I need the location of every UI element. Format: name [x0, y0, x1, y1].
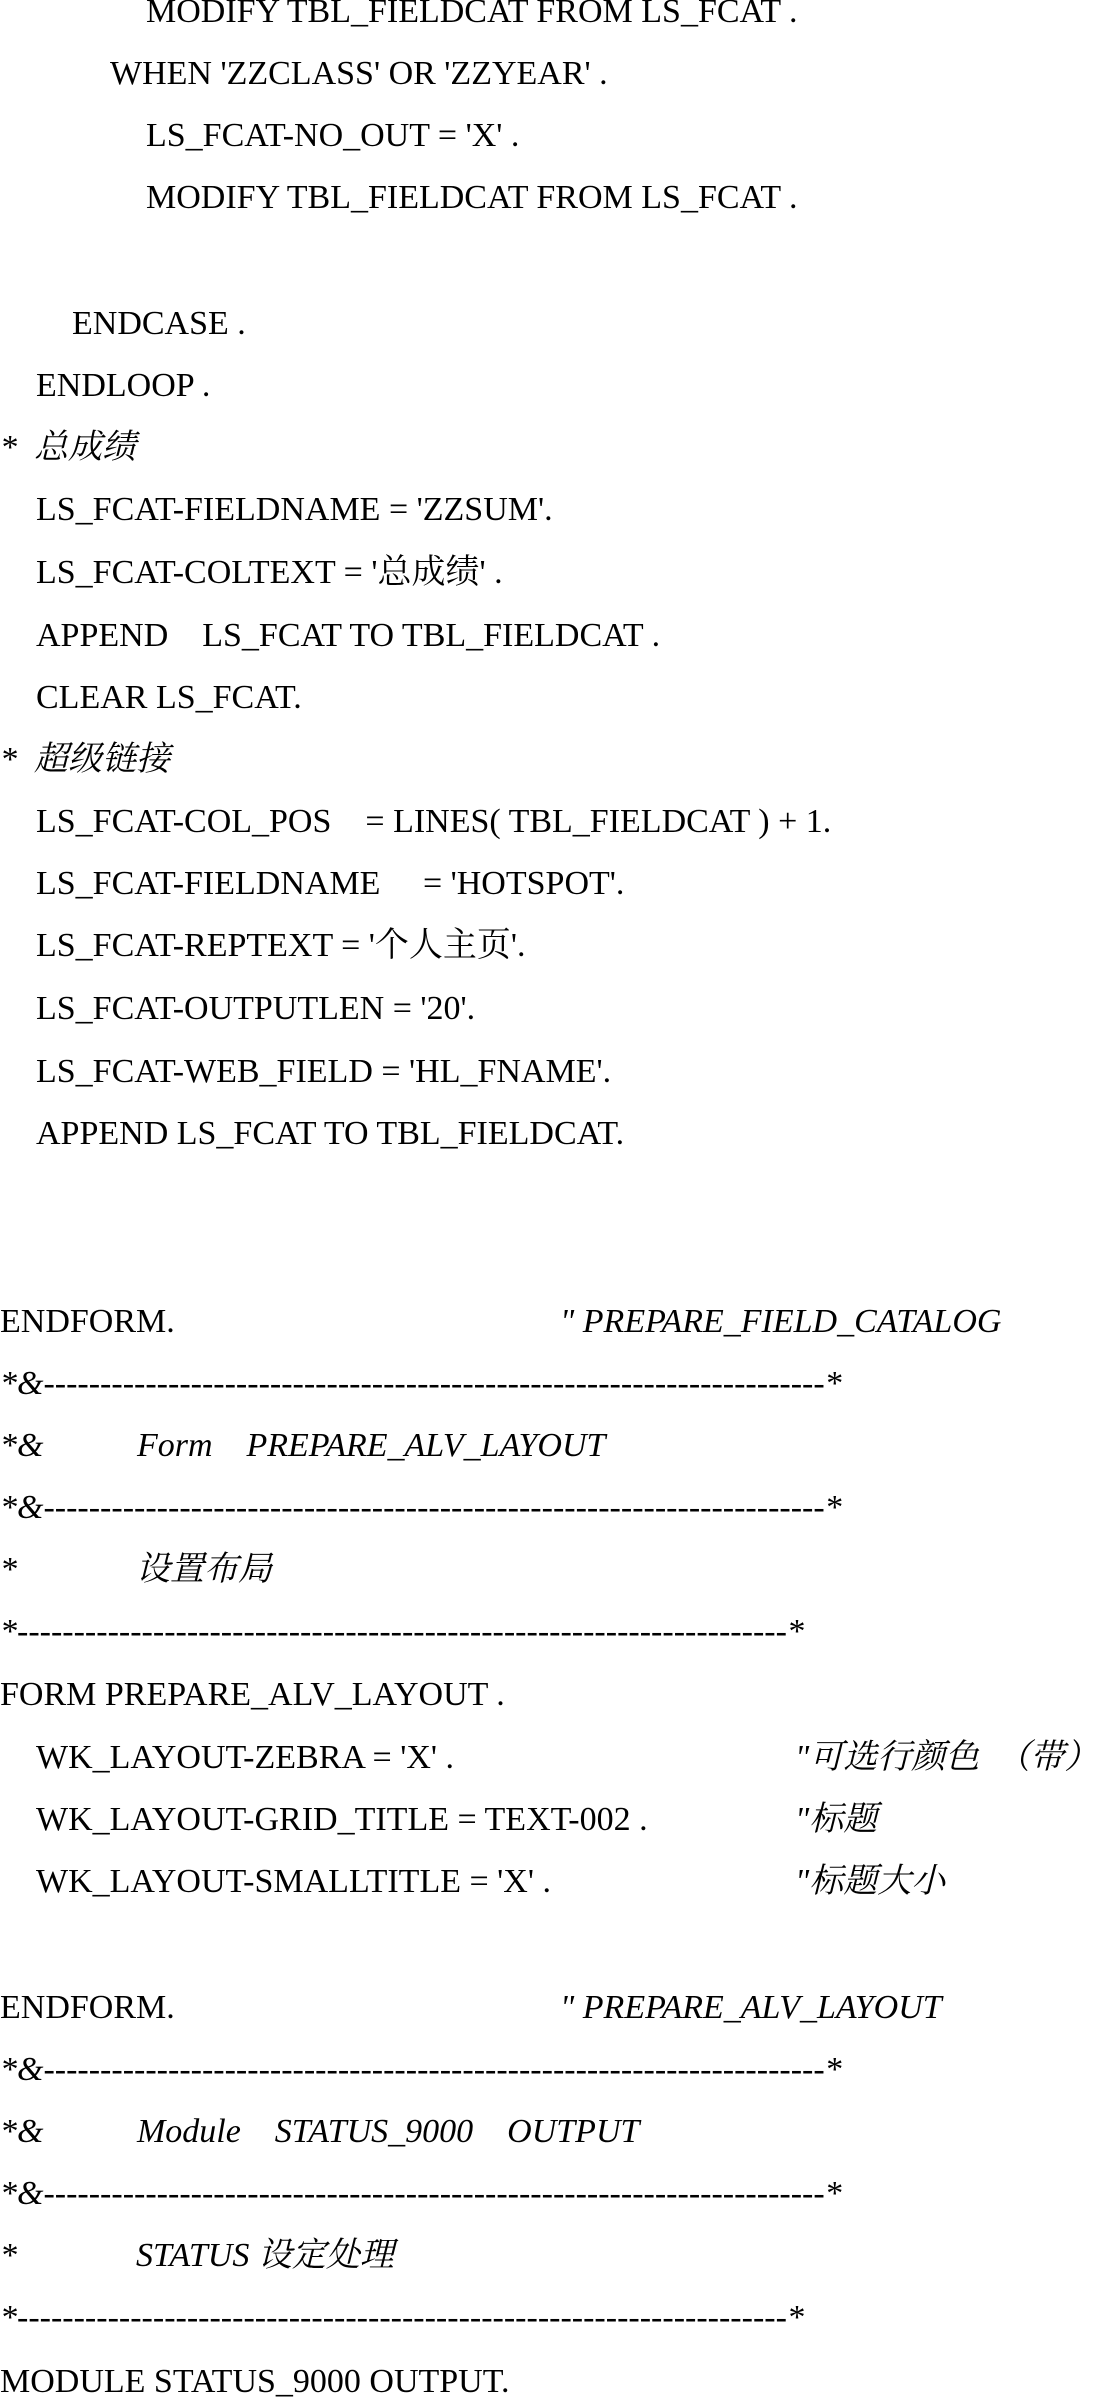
code-line: WK_LAYOUT-SMALLTITLE = 'X' . [36, 1863, 551, 1900]
code-line: ENDFORM. [0, 1303, 175, 1340]
inline-comment: "可选行颜色 （带） [795, 1739, 1099, 1776]
code-line: WK_LAYOUT-ZEBRA = 'X' . [36, 1739, 455, 1776]
code-line: LS_FCAT-NO_OUT = 'X' . [146, 117, 520, 154]
code-line: FORM PREPARE_ALV_LAYOUT . [0, 1676, 505, 1713]
code-line: APPEND LS_FCAT TO TBL_FIELDCAT. [36, 1115, 625, 1152]
inline-comment: " PREPARE_ALV_LAYOUT [560, 1989, 942, 2026]
comment-line: * STATUS 设定处理 [0, 2237, 394, 2274]
code-line: ENDLOOP . [36, 367, 211, 404]
comment-line: *&---------------------------------------------------------------------* [0, 2175, 842, 2212]
comment-line: * 总成绩 [0, 429, 136, 466]
code-line: LS_FCAT-COL_POS = LINES( TBL_FIELDCAT ) + 1. [36, 803, 832, 840]
code-line: WHEN 'ZZCLASS' OR 'ZZYEAR' . [110, 55, 608, 92]
inline-comment: "标题 [795, 1801, 878, 1838]
comment-line: *--------------------------------------------------------------------* [0, 1613, 804, 1650]
inline-comment: "标题大小 [795, 1863, 946, 1900]
comment-line: *&---------------------------------------------------------------------* [0, 1489, 842, 1526]
code-line: LS_FCAT-WEB_FIELD = 'HL_FNAME'. [36, 1053, 612, 1090]
code-line: MODIFY TBL_FIELDCAT FROM LS_FCAT . [146, 179, 798, 216]
inline-comment: " PREPARE_FIELD_CATALOG [560, 1303, 1002, 1340]
code-line: LS_FCAT-REPTEXT = '个人主页'. [36, 927, 526, 964]
comment-line: *--------------------------------------------------------------------* [0, 2299, 804, 2336]
code-line: ENDFORM. [0, 1989, 175, 2026]
code-line: LS_FCAT-FIELDNAME = 'ZZSUM'. [36, 491, 553, 528]
comment-line: * 设置布局 [0, 1551, 272, 1588]
comment-line: *& Form PREPARE_ALV_LAYOUT [0, 1427, 606, 1464]
code-line: MODIFY TBL_FIELDCAT FROM LS_FCAT . [146, 0, 798, 30]
comment-line: *& Module STATUS_9000 OUTPUT [0, 2113, 640, 2150]
code-line: APPEND LS_FCAT TO TBL_FIELDCAT . [36, 617, 661, 654]
comment-line: *&---------------------------------------------------------------------* [0, 2051, 842, 2088]
comment-line: * 超级链接 [0, 741, 170, 778]
code-line: ENDCASE . [72, 305, 246, 342]
code-line: CLEAR LS_FCAT. [36, 679, 302, 716]
code-line: LS_FCAT-FIELDNAME = 'HOTSPOT'. [36, 865, 625, 902]
code-line: LS_FCAT-OUTPUTLEN = '20'. [36, 990, 476, 1027]
code-line: LS_FCAT-COLTEXT = '总成绩' . [36, 554, 503, 591]
code-line: WK_LAYOUT-GRID_TITLE = TEXT-002 . [36, 1801, 648, 1838]
comment-line: *&---------------------------------------------------------------------* [0, 1365, 842, 1402]
code-line: MODULE STATUS_9000 OUTPUT. [0, 2363, 510, 2400]
